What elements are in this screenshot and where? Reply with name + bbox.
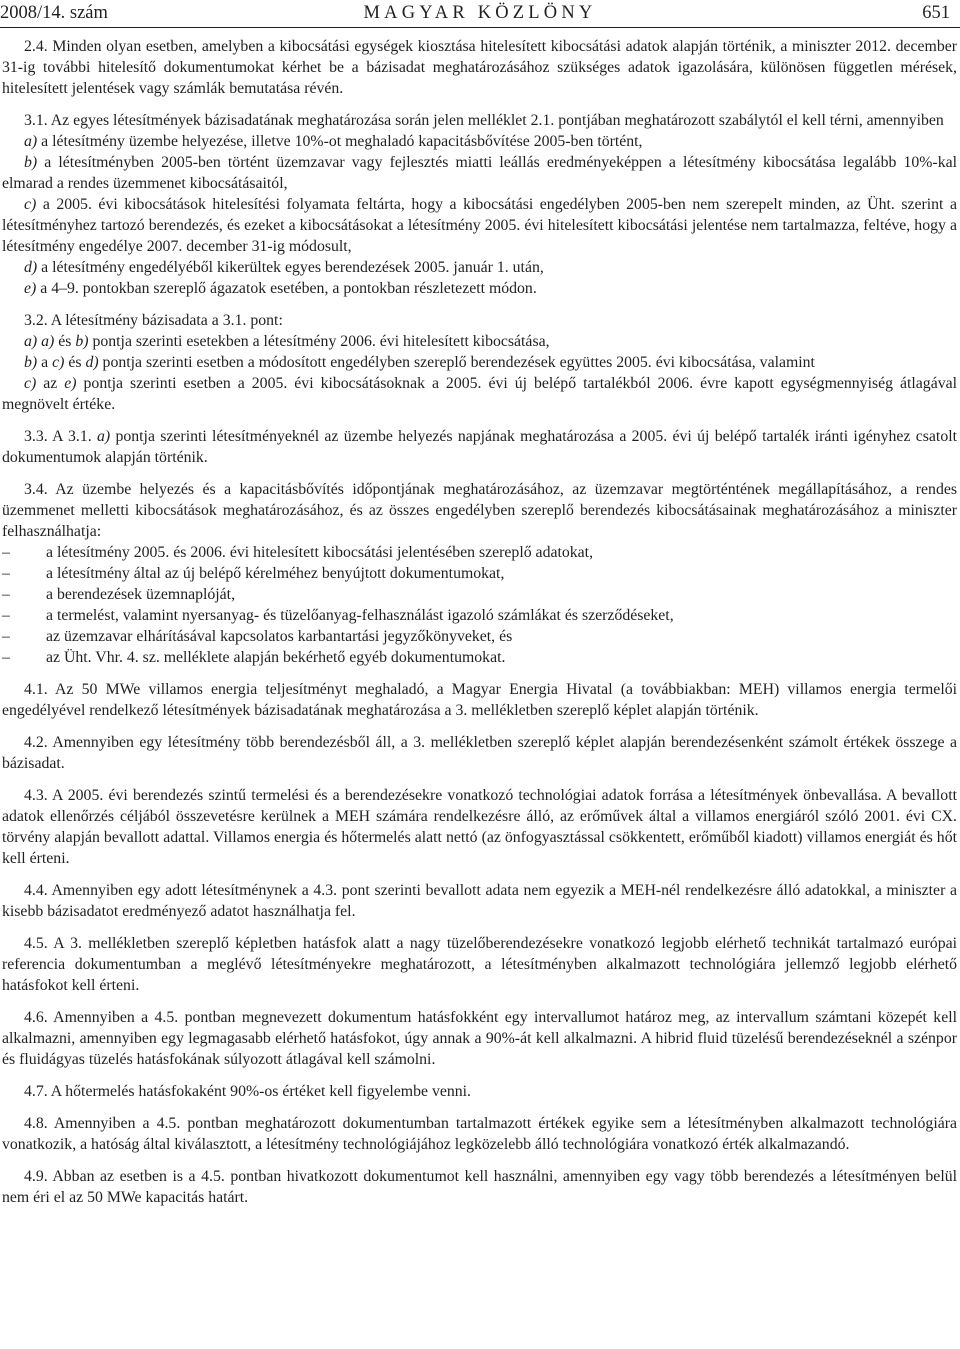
item-label: e)	[24, 280, 37, 297]
list-item	[2, 626, 957, 647]
item-text: pontja szerinti létesítményeknél az üzembe helyezés napjának meghatározása a 2005. évi új belépő tartalék iránti igényhez csatolt dokumentumok alapján történik.	[2, 428, 957, 466]
list-item-text: a berendezések üzemnaplóját,	[46, 586, 236, 603]
item-text: a létesítményben 2005-ben történt üzemzavar vagy fejlesztés miatti leállás eredményeképpen a létesítmény kibocsátása legalább 10%-kal elmarad a rendes üzemmenet kibocsátásaitól,	[2, 154, 957, 192]
section-3-4: 3.4. Az üzembe helyezés és a kapacitásbővítés időpontjának meghatározásához, az üzemzavar megtörténtének megállapításához, a rendes üzemmenet melletti kibocsátások meghatározásához, és az összes engedélyben szereplő berendezés kibocsátásainak meghatározásához a miniszter felhasználhatja:	[2, 481, 957, 540]
dash-bullet: –	[2, 565, 10, 582]
section-4-6: 4.6. Amennyiben a 4.5. pontban megnevezett dokumentum hatásfokként egy intervallumot határoz meg, az intervallum számtani közepét kell alkalmazni, amennyiben egy legmagasabb elérhető hatásfokot, úgy annak a 90%-át kell alkalmazni. A hibrid fluid tüzelésű berendezéseknél a szénpor és fluidágyas tüzelés hatásfokának súlyozott átlagával kell számolni.	[2, 1009, 957, 1068]
item-text: a létesítmény engedélyéből kikerültek egyes berendezések 2005. január 1. után,	[37, 259, 544, 276]
section-3-1-d	[2, 257, 957, 278]
item-text: pontja szerinti esetben a módosított engedélyben szereplő berendezések együttes 2005. évi kibocsátása, valamint	[98, 354, 815, 371]
section-4-7: 4.7. A hőtermelés hatásfokaként 90%-os értéket kell figyelembe venni.	[24, 1083, 472, 1100]
section-3-1-c	[2, 194, 957, 257]
list-item-text: az Üht. Vhr. 4. sz. melléklete alapján bekérhető egyéb dokumentumokat.	[46, 649, 506, 666]
page-header	[0, 0, 960, 26]
list-item	[2, 605, 957, 626]
section-2-4: 2.4. Minden olyan esetben, amelyben a kibocsátási egységek kiosztása hitelesített kibocsátási adatok alapján történik, a miniszter 2012. december 31-ig további hitelesítő dokumentumokat kérhet be a bázisadat meghatározásához szükséges adatok igazolására, különösen független mérések, hitelesített jelentések vagy számlák bemutatása révén.	[2, 38, 957, 97]
item-text: és	[54, 333, 76, 350]
item-text: a létesítmény üzembe helyezése, illetve 10%-ot meghaladó kapacitásbővítése 2005-ben történt,	[37, 133, 643, 150]
list-item-text: a termelést, valamint nyersanyag- és tüzelőanyag-felhasználást igazoló számlákat és szerződéseket,	[46, 607, 674, 624]
list-item	[2, 584, 957, 605]
section-4-2: 4.2. Amennyiben egy létesítmény több berendezésből áll, a 3. mellékletben szereplő képlet alapján berendezésenként számolt értékek összege a bázisadat.	[2, 734, 957, 772]
item-ref: c)	[52, 354, 65, 371]
list-item-text: az üzemzavar elhárításával kapcsolatos karbantartási jegyzőkönyveket, és	[46, 628, 513, 645]
list-item-text: a létesítmény 2005. és 2006. évi hitelesített kibocsátási jelentésében szereplő adatokat,	[46, 544, 594, 561]
journal-title: MAGYAR KÖZLÖNY	[363, 3, 597, 23]
item-ref: a)	[96, 428, 111, 445]
header-rule	[0, 27, 960, 28]
item-label: a)	[24, 333, 38, 350]
section-3-1-a	[2, 131, 957, 152]
dash-bullet: –	[2, 544, 10, 561]
dash-bullet: –	[2, 586, 10, 603]
item-text: a 2005. évi kibocsátások hitelesítési folyamata feltárta, hogy a kibocsátási engedélyben 2005-ben nem szerepelt minden, az Üht. szerint a létesítményhez tartozó berendezés, és ezeket a kibocsátásokat a létesítmény 2005. évi hitelesített kibocsátási jelentése nem tartalmazza, feltéve, hogy a létesítmény engedélye 2007. december 31-ig módosult,	[2, 196, 957, 255]
item-label: b)	[24, 154, 38, 171]
item-ref: b)	[75, 333, 89, 350]
dash-bullet: –	[2, 649, 10, 666]
item-text: a	[37, 354, 53, 371]
item-label: c)	[24, 196, 37, 213]
section-3-2: 3.2. A létesítmény bázisadata a 3.1. pont:	[24, 312, 283, 329]
item-label: c)	[24, 375, 37, 392]
item-text: az	[36, 375, 65, 392]
item-label: d)	[24, 259, 38, 276]
list-item-text: a létesítmény által az új belépő kérelméhez benyújtott dokumentumokat,	[46, 565, 505, 582]
section-3-2-c	[2, 373, 957, 415]
section-4-3: 4.3. A 2005. évi berendezés szintű termelési és a berendezésekre vonatkozó technológiai adatok forrása a létesítmények önbevallása. A bevallott adatok ellenőrzés céljából összevetésre kerülnek a MEH számára rendelkezésre álló, az erőművek által a villamos energiáról szóló 2001. évi CX. törvény alapján bevallott adattal. Villamos energia és hőtermelés alatt nettó (az önfogyasztással csökkentett, erőműből kiadott) villamos energiát és hőt kell érteni.	[2, 787, 957, 867]
page-number: 651	[922, 3, 950, 23]
section-4-4: 4.4. Amennyiben egy adott létesítménynek a 4.3. pont szerinti bevallott adata nem egyezik a MEH-nél rendelkezésre álló adatokkal, a miniszter a kisebb bázisadatot eredményező adatot használhatja fel.	[2, 882, 957, 920]
item-text: a 4–9. pontokban szereplő ágazatok esetében, a pontokban részletezett módon.	[36, 280, 537, 297]
list-item	[2, 647, 957, 668]
section-3-1: 3.1. Az egyes létesítmények bázisadatának meghatározása során jelen melléklet 2.1. pontjában meghatározott szabálytól el kell térni, amennyiben	[24, 112, 944, 129]
item-ref: a)	[37, 333, 55, 350]
section-3-1-e	[2, 278, 957, 299]
dash-bullet: –	[2, 607, 10, 624]
section-3-1-b	[2, 152, 957, 194]
item-ref: d)	[85, 354, 99, 371]
item-ref: e)	[64, 375, 77, 392]
section-4-5: 4.5. A 3. mellékletben szereplő képletben hatásfok alatt a nagy tüzelőberendezésekre vonatkozó legjobb elérhető technikát tartalmazó európai referencia dokumentumban a meglévő létesítményekre meghatározott, a létesítményben alkalmazott technológiára jellemző legjobb elérhető hatásfokot kell érteni.	[2, 935, 957, 994]
document-body	[2, 36, 957, 1208]
item-label: b)	[24, 354, 38, 371]
list-item	[2, 542, 957, 563]
section-3-2-a	[2, 331, 957, 352]
section-3-2-b	[2, 352, 957, 373]
dash-bullet: –	[2, 628, 10, 645]
item-text: pontja szerinti esetekben a létesítmény 2006. évi hitelesített kibocsátása,	[88, 333, 550, 350]
item-text: és	[64, 354, 86, 371]
item-label: a)	[24, 133, 38, 150]
item-text: pontja szerinti esetben a 2005. évi kibocsátásoknak a 2005. évi új belépő tartalékból 2006. évre kapott egységmennyiség átlagával megnövelt értéke.	[2, 375, 958, 413]
section-4-8: 4.8. Amennyiben a 4.5. pontban meghatározott dokumentumban tartalmazott értékek egyike sem a létesítményben alkalmazott technológiára vonatkozik, a hatóság által kiválasztott, a létesítmény technológiájához legközelebb álló technológiára vonatkozó érték alkalmazandó.	[2, 1115, 957, 1153]
section-4-1: 4.1. Az 50 MWe villamos energia teljesítményt meghaladó, a Magyar Energia Hivatal (a továbbiakban: MEH) villamos energia termelői engedélyével rendelkező létesítmények bázisadatának meghatározása a 3. mellékletben szereplő képlet alapján történik.	[2, 681, 957, 719]
section-3-3	[2, 426, 957, 468]
section-4-9: 4.9. Abban az esetben is a 4.5. pontban hivatkozott dokumentumot kell használni, amennyiben egy vagy több berendezés a létesítményen belül nem éri el az 50 MWe kapacitás határt.	[2, 1168, 957, 1206]
item-text: 3.3. A 3.1.	[24, 428, 97, 445]
issue-date: 2008/14. szám	[0, 3, 108, 23]
list-item	[2, 563, 957, 584]
